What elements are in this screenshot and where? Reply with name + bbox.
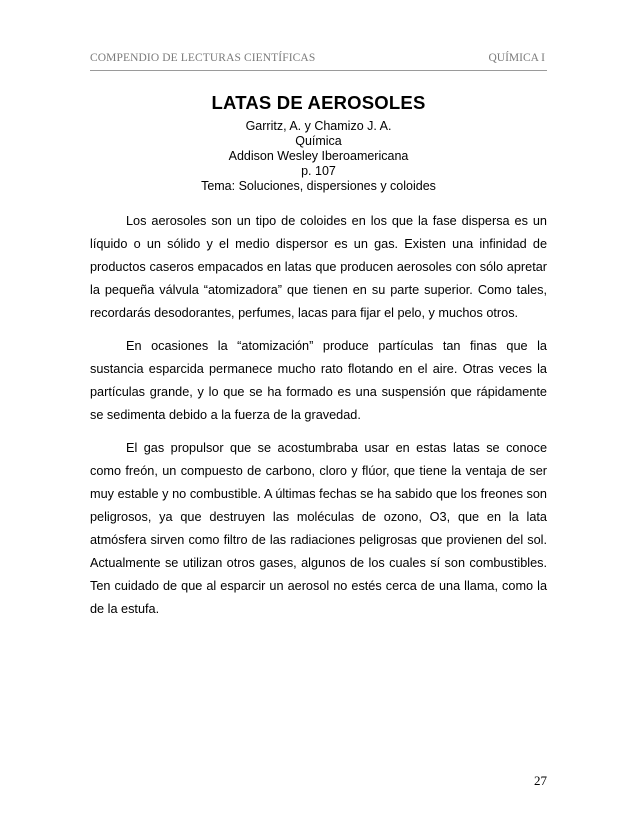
paragraph: El gas propulsor que se acostumbraba usar en estas latas se conoce como freón, un compuesto de carbono, cloro y flúor, que tiene la ventaja de ser muy estable y no combustible. A últimas fechas se ha sabido que los freones son peligrosos, ya que destruyen las moléculas de ozono, O3, que en la lata atmósfera sirven como filtro de las radiaciones peligrosas que provienen del sol. Actualmente se utilizan otros gases, algunos de los cuales sí son combustibles. Ten cuidado de que al esparcir un aerosol no estés cerca de una llama, como la de la estufa. [90, 441, 547, 616]
paragraph: En ocasiones la “atomización” produce partículas tan finas que la sustancia esparcida permanece mucho rato flotando en el aire. Otras veces la partículas grande, y lo que se ha formado es una suspensión que rápidamente se sedimenta debido a la fuerza de la gravedad. [90, 339, 547, 422]
citation-page: p. 107 [301, 164, 336, 178]
citation-publisher: Addison Wesley Iberoamericana [228, 149, 409, 163]
citation-topic: Tema: Soluciones, dispersiones y coloides [201, 179, 436, 193]
page-number: 27 [534, 773, 547, 788]
article-citation [90, 119, 547, 194]
article-body [90, 210, 547, 631]
paragraph: Los aerosoles son un tipo de coloides en los que la fase dispersa es un líquido o un sólido y el medio dispersor es un gas. Existen una infinidad de productos caseros empacados en latas que producen aerosoles con sólo apretar la pequeña válvula “atomizadora” que tienen en su parte superior. Como tales, recordarás desodorantes, perfumes, lacas para fijar el pelo, y muchos otros. [90, 214, 547, 320]
header-book-title: COMPENDIO DE LECTURAS CIENTÍFICAS [90, 52, 316, 64]
header-subject: QUÍMICA I [488, 52, 545, 64]
citation-book: Química [295, 134, 342, 148]
citation-authors: Garritz, A. y Chamizo J. A. [245, 119, 392, 133]
article-title: LATAS DE AEROSOLES [211, 92, 426, 113]
page-header [90, 50, 547, 71]
